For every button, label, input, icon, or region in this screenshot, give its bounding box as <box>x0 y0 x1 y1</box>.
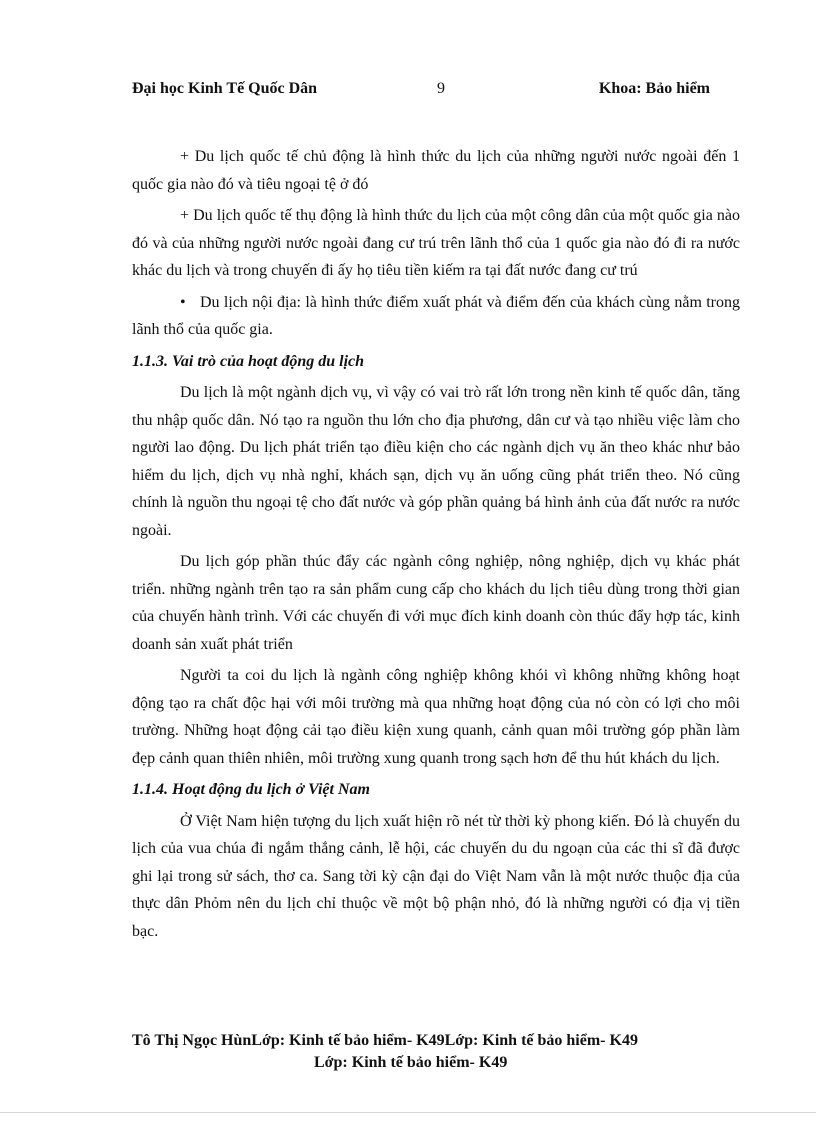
section-heading-1-1-4: 1.1.4. Hoạt động du lịch ở Việt Nam <box>132 781 370 798</box>
bullet-domestic-tourism <box>132 289 740 344</box>
footer-line-1: Tô Thị Ngọc HùnLớp: Kinh tế bảo hiểm- K49Lớp: Kinh tế bảo hiểm- K49 <box>132 1032 638 1049</box>
paragraph-active-international-tourism: + Du lịch quốc tế chủ động là hình thức du lịch của những người nước ngoài đến 1 quốc gia nào đó và tiêu ngoại tệ ở đó <box>132 148 740 193</box>
footer-line-2: Lớp: Kinh tế bảo hiểm- K49 <box>314 1054 508 1071</box>
bullet-icon: • <box>180 293 186 311</box>
page-footer <box>132 1030 714 1074</box>
page-number: 9 <box>437 80 445 97</box>
page-header <box>132 80 714 102</box>
university-name: Đại học Kinh Tế Quốc Dân <box>132 80 318 97</box>
paragraph-tourism-promotes-industries: Du lịch góp phần thúc đẩy các ngành công nghiệp, nông nghiệp, dịch vụ khác phát triển. những ngành trên tạo ra sản phẩm cung cấp cho khách du lịch tiêu dùng trong thời gian của chuyến hành trình. Với các chuyến đi với mục đích kinh doanh còn thúc đẩy hợp tác, kinh doanh sản xuất phát triển <box>132 553 740 653</box>
section-heading-1-1-3: 1.1.3. Vai trò của hoạt động du lịch <box>132 352 365 370</box>
paragraph-vietnam-tourism: Ở Việt Nam hiện tượng du lịch xuất hiện rõ nét từ thời kỳ phong kiến. Đó là chuyến du lịch của vua chúa đi ngắm thắng cảnh, lễ hội, các chuyến du du ngoạn của các thi sĩ đã được ghi lại trong sử sách, thơ ca. Sang tời kỳ cận đại do Việt Nam vẫn là một nước thuộc địa của thực dân Phỏm nên du lịch chỉ thuộc về một bộ phận nhỏ, đó là những người có địa vị tiền bạc. <box>132 812 740 940</box>
bullet-text: Du lịch nội địa: là hình thức điểm xuất phát và điểm đến của khách cùng nằm trong lãnh thổ của quốc gia. <box>132 293 740 338</box>
faculty-name: Khoa: Bảo hiểm <box>598 80 710 97</box>
page-bottom-divider <box>0 1112 816 1113</box>
paragraph-smokeless-industry: Người ta coi du lịch là ngành công nghiệp không khói vì không những không hoạt động tạo ra chất độc hại với môi trường mà qua những hoạt động của nó còn có lợi cho môi trường. Những hoạt động cải tạo điều kiện xung quanh, cảnh quan môi trường góp phần làm đẹp cảnh quan thiên nhiên, môi trường xung quanh trong sạch hơn để thu hút khách du lịch. <box>132 667 740 767</box>
paragraph-passive-international-tourism: + Du lịch quốc tế thụ động là hình thức du lịch của một công dân của một quốc gia nào đó và của những người nước ngoài đang cư trú trên lãnh thổ của 1 quốc gia nào đó đi ra nước khác du lịch và trong chuyến đi ấy họ tiêu tiền kiếm ra tại đất nước đang cư trú <box>132 207 740 279</box>
paragraph-role-tourism: Du lịch là một ngành dịch vụ, vì vậy có vai trò rất lớn trong nền kinh tế quốc dân, tăng thu nhập quốc dân. Nó tạo ra nguồn thu lớn cho địa phương, dân cư và tạo nhiều việc làm cho người lao động. Du lịch phát triển tạo điều kiện cho các ngành dịch vụ ăn theo khác như bảo hiểm du lịch, dịch vụ nhà nghỉ, khách sạn, dịch vụ ăn uống cũng phát triển theo. Nó cũng chính là nguồn thu ngoại tệ cho đất nước và góp phần quảng bá hình ảnh của đất nước ra nước ngoài. <box>132 384 740 539</box>
document-body <box>132 143 740 949</box>
